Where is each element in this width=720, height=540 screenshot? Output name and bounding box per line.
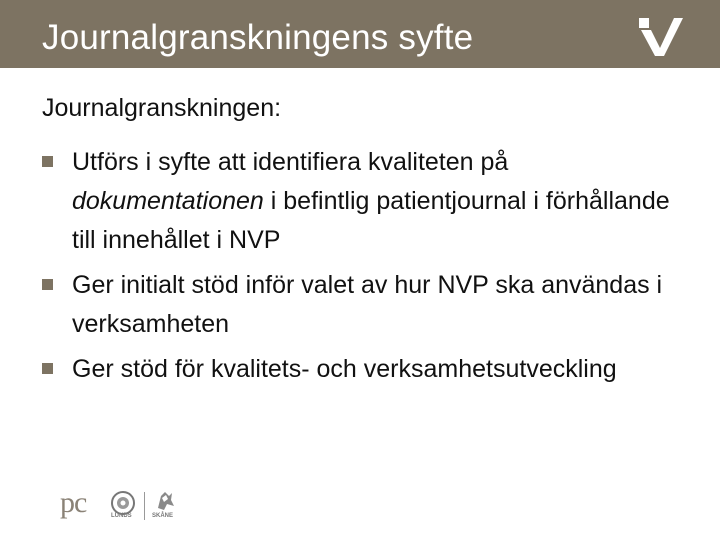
pc-logo: pc xyxy=(60,486,87,519)
bullet-item xyxy=(42,350,682,389)
bullet-item xyxy=(42,266,682,344)
logo-divider xyxy=(144,492,145,520)
slide-title: Journalgranskningens syfte xyxy=(42,18,474,57)
v-check-logo-icon xyxy=(636,12,684,60)
bullet-text: i befintlig patientjournal i förhållande till innehållet i NVP xyxy=(72,187,670,254)
bullet-text: Utförs i syfte att identifiera kvaliteten på xyxy=(72,148,509,176)
square-bullet-icon xyxy=(42,156,53,167)
square-bullet-icon xyxy=(42,363,53,374)
bullet-text: Ger stöd för kvalitets- och verksamhetsutveckling xyxy=(72,355,617,383)
bullet-item xyxy=(42,143,682,260)
bullet-list xyxy=(42,143,682,395)
square-bullet-icon xyxy=(42,279,53,290)
footer-logos xyxy=(60,486,220,522)
skane-griffin-icon xyxy=(152,488,178,514)
slide-header xyxy=(0,0,720,68)
slide-subtitle: Journalgranskningen: xyxy=(42,94,282,122)
bullet-text: Ger initialt stöd inför valet av hur NVP ska användas i verksamheten xyxy=(72,271,663,338)
skane-label: SKÅNE xyxy=(152,513,174,519)
lunds-label: LUNDS xyxy=(111,513,132,519)
bullet-emphasis: dokumentationen xyxy=(72,187,264,215)
